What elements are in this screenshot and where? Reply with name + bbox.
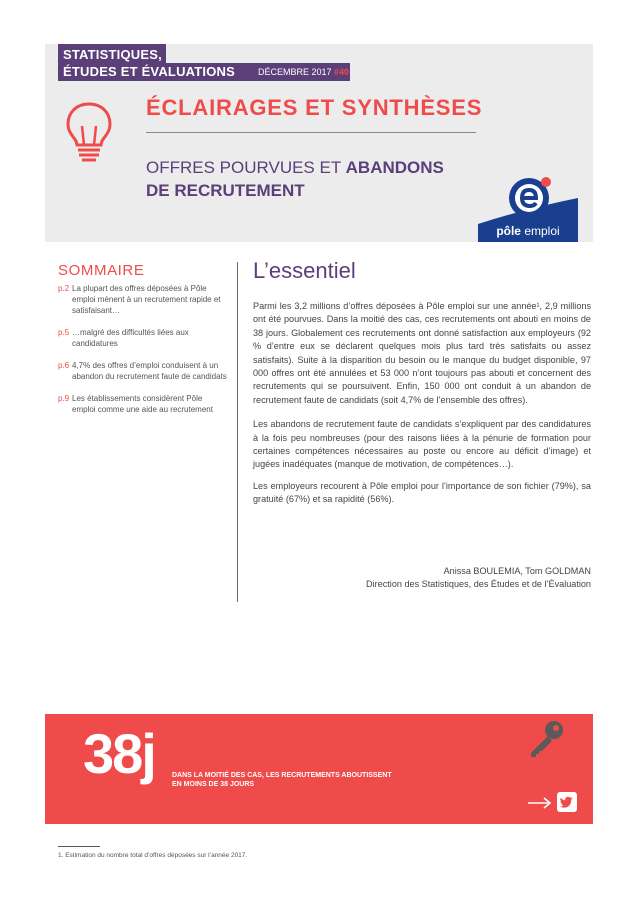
- title-bold-1: ABANDONS: [345, 158, 444, 177]
- issue-tag: [250, 63, 350, 81]
- category-tag-line1: STATISTIQUES,: [58, 44, 166, 66]
- sommaire-page: p.5: [58, 328, 70, 337]
- sommaire-text: …malgré des difficultés liées aux candidatures: [72, 328, 189, 348]
- sommaire-page: p.9: [58, 394, 70, 403]
- category-tag-line2: ÉTUDES ET ÉVALUATIONS: [58, 63, 250, 81]
- authors-block: [253, 565, 591, 592]
- footnote: 1. Estimation du nombre total d’offres déposées sur l’année 2017.: [58, 852, 248, 859]
- authors: Anissa BOULEMIA, Tom GOLDMAN: [443, 566, 591, 576]
- title-plain: OFFRES POURVUES ET: [146, 158, 346, 177]
- logo-text-bold: pôle: [496, 224, 521, 238]
- issue-number: #40: [334, 67, 350, 77]
- sommaire-list: [58, 283, 228, 426]
- document-title: [146, 156, 476, 202]
- essentiel-paragraph-2: Les abandons de recrutement faute de candidats s’expliquent par des candidatures à la fois peu nombreuses (pour des raisons liées à la pénurie de formation pour certaines compétences nécessaires au poste ou encore au déficit d’image) et jugées inadéquates (manque de motivation, de compétences…).: [253, 419, 591, 470]
- highlight-line-2: EN MOINS DE 38 JOURS: [172, 781, 255, 788]
- essentiel-paragraph-3: Les employeurs recourent à Pôle emploi pour l’importance de son fichier (79%), sa gratuité (67%) et sa rapidité (56%).: [253, 480, 591, 505]
- logo-text-light: emploi: [520, 224, 560, 238]
- sommaire-text: Les établissements considèrent Pôle emploi comme une aide au recrutement: [72, 394, 213, 414]
- sommaire-title: SOMMAIRE: [58, 262, 145, 279]
- sommaire-page: p.6: [58, 361, 70, 370]
- direction: Direction des Statistiques, des Études et de l’Évaluation: [366, 579, 591, 590]
- logo-wordmark: [478, 224, 578, 238]
- highlight-fact: [172, 771, 432, 789]
- highlight-number: 38j: [83, 722, 155, 785]
- highlight-line-1: DANS LA MOITIÉ DES CAS, LES RECRUTEMENTS ABOUTISSENT: [172, 772, 392, 779]
- sommaire-text: La plupart des offres déposées à Pôle emploi mènent à un recrutement rapide et satisfaisant…: [72, 284, 221, 315]
- series-title: ÉCLAIRAGES ET SYNTHÈSES: [146, 95, 483, 120]
- title-divider: [146, 132, 476, 133]
- key-icon: [525, 717, 567, 759]
- twitter-icon[interactable]: [557, 792, 577, 812]
- essentiel-title: L’essentiel: [253, 258, 356, 283]
- essentiel-paragraph-1: Parmi les 3,2 millions d’offres déposées à Pôle emploi sur une année¹, 2,9 millions ont été pourvues. Dans la moitié des cas, ces recrutements ont abouti en moins de 38 jours. Globalement ces recrutements ont donné satisfaction aux employeurs (92 % d’entre eux se déclarent quelques mois plus tard très satisfaits ou assez satisfaits). Suite à la disparition du besoin ou le manque du budget disponible, 97 000 offres ont été annulées et 53 000 n’ont toujours pas abouti et concernent des recrutements qui se poursuivent. Enfin, 150 000 ont conduit à un abandon de recrutement faute de candidats (soit 4,7% de l’ensemble des offres).: [253, 301, 591, 405]
- footnote-divider: [58, 846, 100, 847]
- sommaire-item[interactable]: [58, 283, 228, 316]
- column-divider: [237, 262, 238, 602]
- title-bold-2: DE RECRUTEMENT: [146, 181, 305, 200]
- lightbulb-icon: [58, 100, 120, 162]
- arrow-right-icon[interactable]: [528, 797, 552, 809]
- sommaire-text: 4,7% des offres d’emploi conduisent à un abandon du recrutement faute de candidats: [72, 361, 227, 381]
- issue-date: DÉCEMBRE 2017: [258, 67, 332, 77]
- sommaire-item[interactable]: [58, 327, 228, 349]
- essentiel-body: [253, 300, 591, 518]
- sommaire-page: p.2: [58, 284, 70, 293]
- sommaire-item[interactable]: [58, 360, 228, 382]
- sommaire-item[interactable]: [58, 393, 228, 415]
